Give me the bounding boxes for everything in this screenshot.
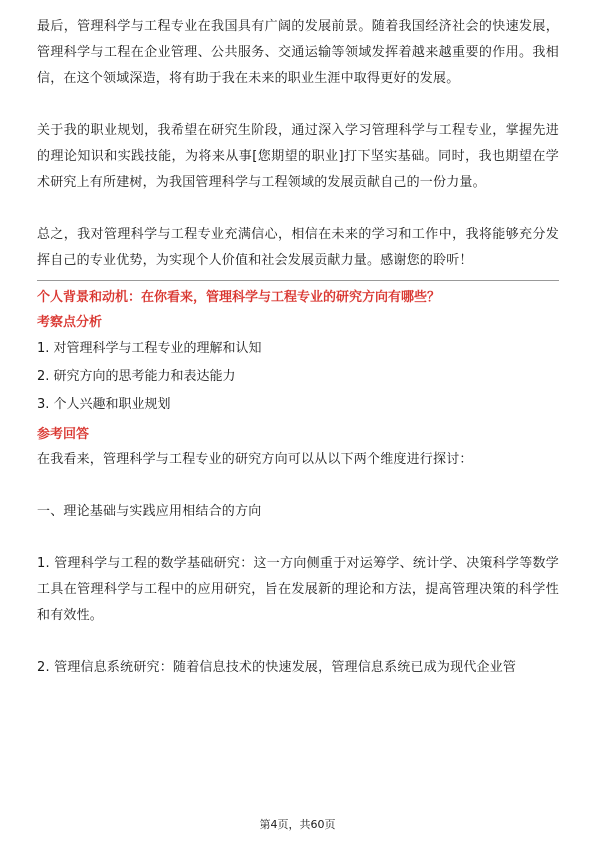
paragraph-prospects: 最后，管理科学与工程专业在我国具有广阔的发展前景。随着我国经济社会的快速发展，管理科学与工程在企业管理、公共服务、交通运输等领域发挥着越来越重要的作用。我相信，在这个领域深造，将有助于我在未来的职业生涯中取得更好的发展。 (37, 19, 559, 86)
section-divider (37, 280, 559, 281)
answer-heading: 参考回答 (37, 427, 90, 442)
paragraph-career-plan: 关于我的职业规划，我希望在研究生阶段，通过深入学习管理科学与工程专业，掌握先进的理论知识和实践技能，为将来从事[您期望的职业]打下坚实基础。同时，我也期望在学术研究上有所建树，为我国管理科学与工程领域的发展贡献自己的一份力量。 (37, 123, 559, 190)
analysis-heading: 考察点分析 (37, 315, 103, 330)
page-number: 第4页，共60页 (259, 818, 336, 831)
spacer (37, 473, 559, 499)
answer-point-mis: 2. 管理信息系统研究：随着信息技术的快速发展，管理信息系统已成为现代企业管 (37, 660, 517, 675)
paragraph-conclusion: 总之，我对管理科学与工程专业充满信心，相信在未来的学习和工作中，我将能够充分发挥自己的专业优势，为实现个人价值和社会发展贡献力量。感谢您的聆听！ (37, 227, 559, 268)
analysis-item: 2. 研究方向的思考能力和表达能力 (37, 369, 236, 384)
spacer (37, 629, 559, 655)
document-page (37, 14, 559, 681)
answer-intro: 在我看来，管理科学与工程专业的研究方向可以从以下两个维度进行探讨： (37, 452, 473, 467)
answer-section-title: 一、理论基础与实践应用相结合的方向 (37, 504, 262, 519)
spacer (37, 196, 559, 222)
spacer (37, 92, 559, 118)
analysis-item: 1. 对管理科学与工程专业的理解和认知 (37, 341, 262, 356)
answer-point-math: 1. 管理科学与工程的数学基础研究：这一方向侧重于对运筹学、统计学、决策科学等数学工具在管理科学与工程中的应用研究，旨在发展新的理论和方法，提高管理决策的科学性和有效性。 (37, 556, 559, 623)
analysis-item: 3. 个人兴趣和职业规划 (37, 397, 171, 412)
interview-question: 个人背景和动机：在你看来，管理科学与工程专业的研究方向有哪些？ (37, 290, 441, 305)
spacer (37, 525, 559, 551)
